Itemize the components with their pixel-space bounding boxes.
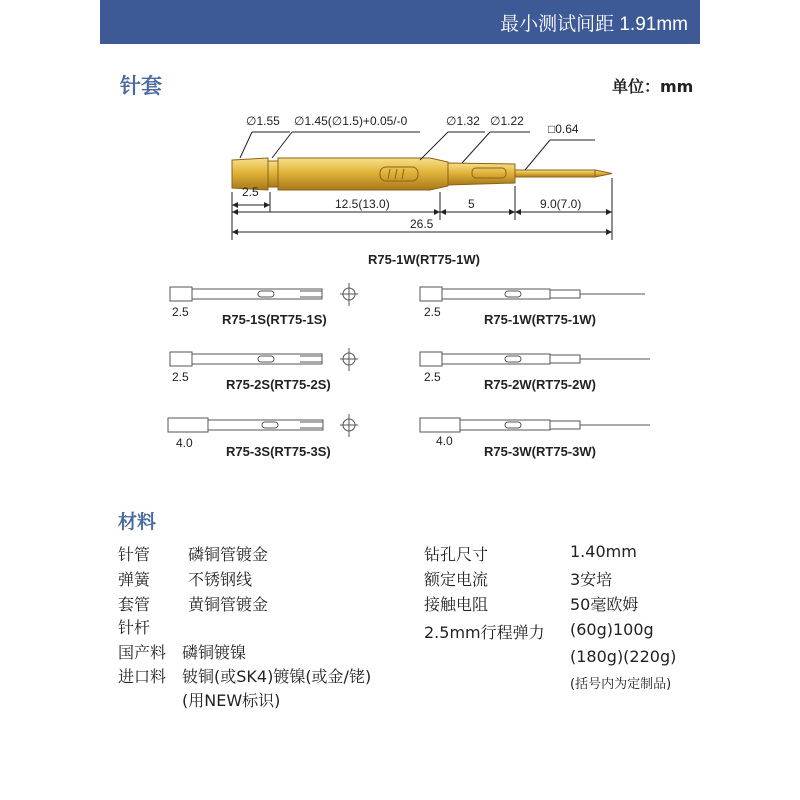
dim-plunger-diameter: ∅1.22 <box>490 114 524 128</box>
dim-tip-size: □0.64 <box>548 122 579 136</box>
header-title: 最小测试间距 1.91mm <box>500 14 688 35</box>
dim-head-length: 2.5 <box>242 185 259 199</box>
variant-dim: 4.0 <box>176 436 193 450</box>
unit-label: 单位：mm <box>612 77 694 96</box>
variant-1w-drawing <box>420 287 645 301</box>
material-label: 国产料 <box>118 643 167 662</box>
variant-model: R75-3W(RT75-3W) <box>484 444 596 459</box>
material-label: 套管 <box>118 595 151 614</box>
variant-dim: 2.5 <box>172 305 189 319</box>
spec-label: 接触电阻 <box>424 595 489 614</box>
spec-label: 额定电流 <box>424 570 489 589</box>
variant-model: R75-1S(RT75-1S) <box>222 312 327 327</box>
variant-drawings <box>168 283 650 437</box>
variant-3w-drawing <box>420 418 650 432</box>
spec-value: 1.40mm <box>570 542 637 561</box>
material-value: 铍铜(或SK4)镀镍(或金/铑) <box>182 667 372 686</box>
variant-model: R75-3S(RT75-3S) <box>226 444 331 459</box>
material-label: 弹簧 <box>118 570 151 589</box>
spec-value: 3安培 <box>570 570 613 589</box>
section-title-materials: 材料 <box>118 511 157 533</box>
variant-2w-drawing <box>420 352 650 366</box>
material-label: 针管 <box>118 545 151 564</box>
material-label: 针杆 <box>118 618 151 637</box>
material-value: 不锈钢线 <box>188 570 253 589</box>
dim-neck-diameter: ∅1.32 <box>446 114 480 128</box>
spec-label: 钻孔尺寸 <box>424 545 489 564</box>
spec-value: (60g)100g <box>570 620 654 639</box>
dim-barrel-diameter: ∅1.45(∅1.5)+0.05/-0 <box>294 114 408 128</box>
variant-dim: 2.5 <box>424 305 441 319</box>
variant-3s-drawing <box>168 414 358 437</box>
dim-neck-length: 5 <box>468 197 475 211</box>
material-value: 磷铜管镀金 <box>188 545 269 564</box>
dim-barrel-length: 12.5(13.0) <box>335 197 390 211</box>
material-note: (用NEW标识) <box>182 691 281 710</box>
section-title-probe: 针套 <box>120 74 162 98</box>
variant-model: R75-1W(RT75-1W) <box>484 312 596 327</box>
spec-value-extra: (180g)(220g) <box>570 647 677 666</box>
dim-tip-length: 9.0(7.0) <box>540 197 582 211</box>
variant-dim: 2.5 <box>424 370 441 384</box>
material-value: 磷铜镀镍 <box>182 643 247 662</box>
probe-body <box>232 158 612 190</box>
variant-2s-drawing <box>170 348 358 371</box>
dim-total-length: 26.5 <box>410 217 434 231</box>
variant-1s-drawing <box>170 283 358 306</box>
dim-head-diameter: ∅1.55 <box>246 114 280 128</box>
variant-model: R75-2S(RT75-2S) <box>226 377 331 392</box>
variant-model: R75-2W(RT75-2W) <box>484 377 596 392</box>
spec-value: 50毫欧姆 <box>570 595 639 614</box>
variant-dim: 2.5 <box>172 370 189 384</box>
spec-label: 2.5mm行程弹力 <box>424 623 545 642</box>
material-label: 进口料 <box>118 667 167 686</box>
variant-dim: 4.0 <box>436 434 453 448</box>
spec-note: (括号内为定制品) <box>570 677 672 692</box>
main-caption: R75-1W(RT75-1W) <box>368 252 480 267</box>
material-value: 黄铜管镀金 <box>188 595 269 614</box>
